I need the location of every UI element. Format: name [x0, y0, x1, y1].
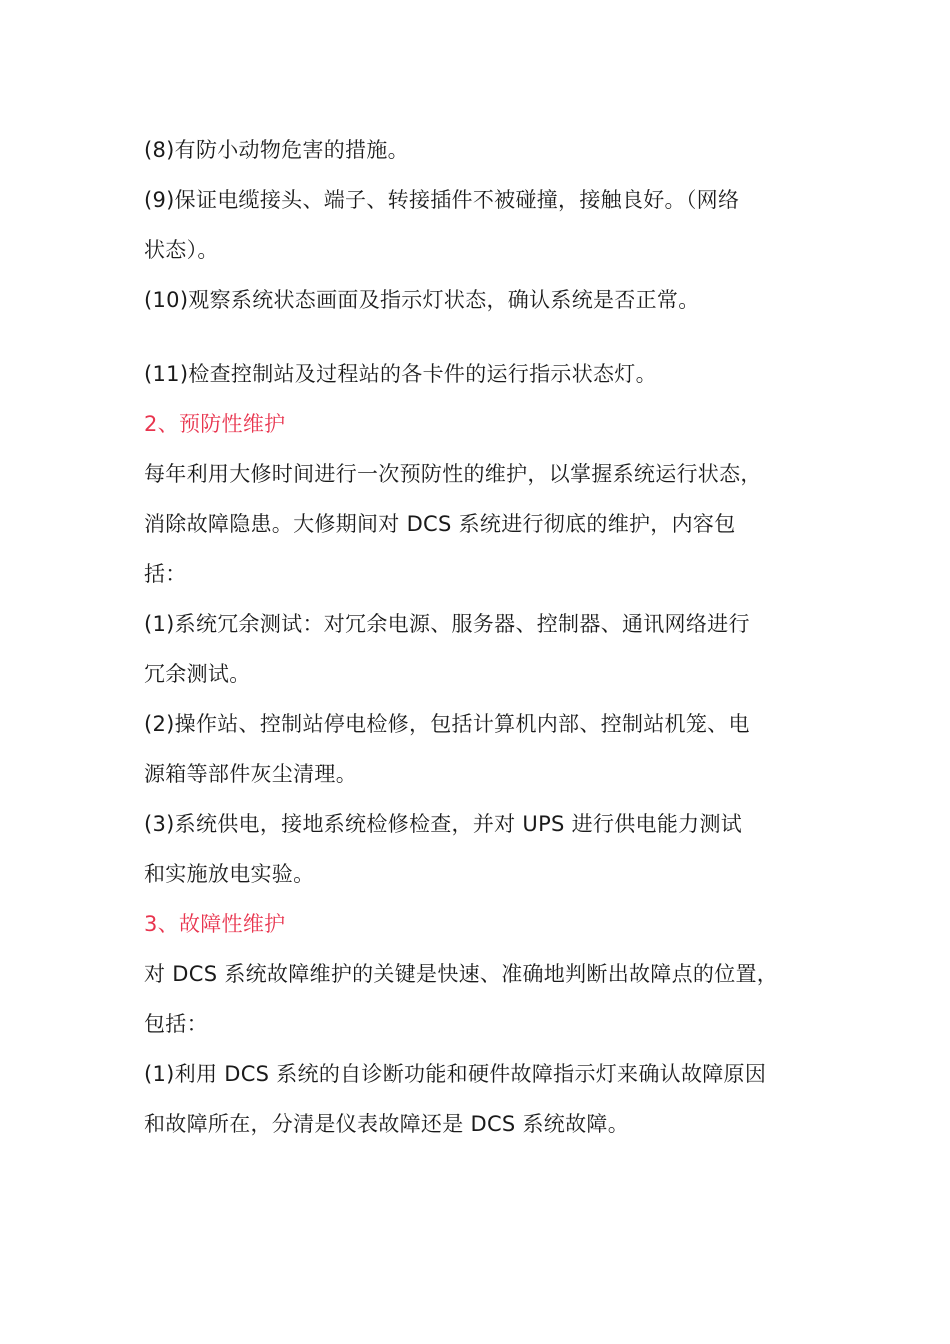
fault-item-1: (1)利用 DCS 系统的自诊断功能和硬件故障指示灯来确认故障原因: [144, 1062, 767, 1086]
fault-item-1-continued: 和故障所在，分清是仪表故障还是 DCS 系统故障。: [144, 1112, 630, 1136]
preventive-item-1: (1)系统冗余测试：对冗余电源、服务器、控制器、通讯网络进行: [144, 612, 750, 636]
list-item-11: (11)检查控制站及过程站的各卡件的运行指示状态灯。: [144, 362, 657, 386]
preventive-item-3: (3)系统供电，接地系统检修检查，并对 UPS 进行供电能力测试: [144, 812, 743, 836]
list-item-10: (10)观察系统状态画面及指示灯状态，确认系统是否正常。: [144, 288, 700, 312]
list-item-8: (8)有防小动物危害的措施。: [144, 138, 409, 162]
section-heading-preventive-maintenance: 2、预防性维护: [144, 412, 286, 436]
paragraph-preventive-line-2: 消除故障隐患。大修期间对 DCS 系统进行彻底的维护，内容包: [144, 512, 736, 536]
list-item-9-continued: 状态）。: [144, 238, 219, 262]
section-heading-fault-maintenance: 3、故障性维护: [144, 912, 286, 936]
paragraph-preventive-line-1: 每年利用大修时间进行一次预防性的维护，以掌握系统运行状态，: [144, 462, 762, 486]
paragraph-preventive-line-3: 括：: [144, 562, 187, 586]
preventive-item-2: (2)操作站、控制站停电检修，包括计算机内部、控制站机笼、电: [144, 712, 750, 736]
preventive-item-1-continued: 冗余测试。: [144, 662, 251, 686]
paragraph-fault-line-2: 包括：: [144, 1012, 208, 1036]
paragraph-fault-line-1: 对 DCS 系统故障维护的关键是快速、准确地判断出故障点的位置，: [144, 962, 779, 986]
preventive-item-3-continued: 和实施放电实验。: [144, 862, 315, 886]
preventive-item-2-continued: 源箱等部件灰尘清理。: [144, 762, 357, 786]
list-item-9: (9)保证电缆接头、端子、转接插件不被碰撞，接触良好。（网络: [144, 188, 740, 212]
